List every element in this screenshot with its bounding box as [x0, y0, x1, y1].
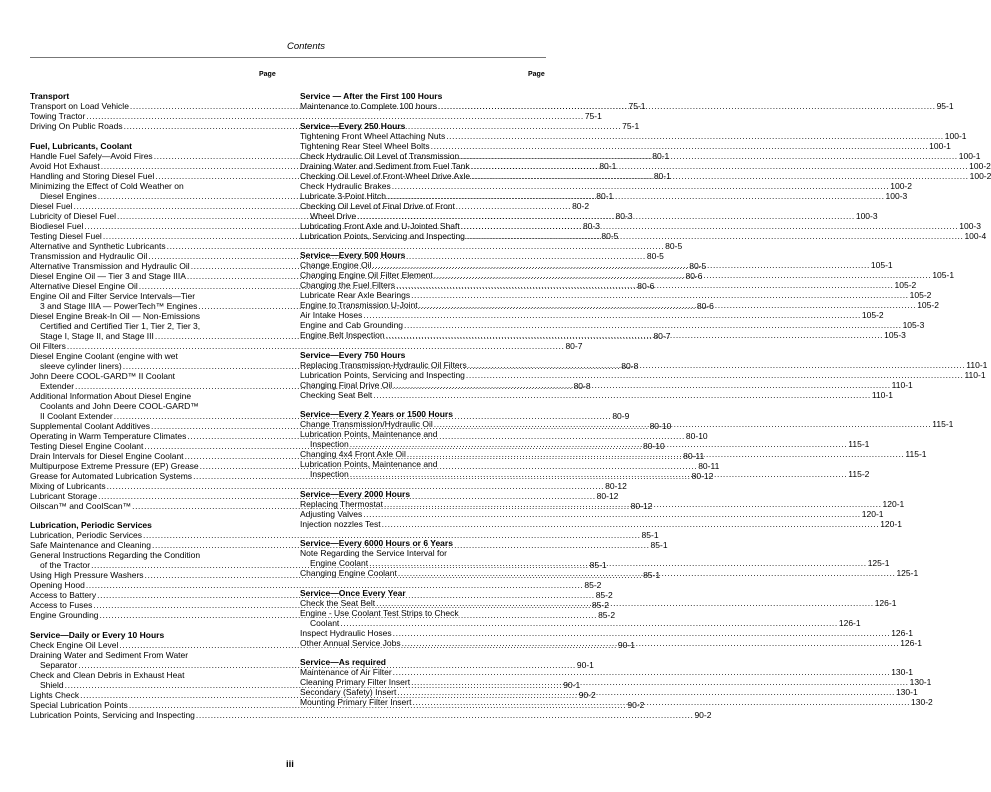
entry-page-number: 115-2 [848, 469, 870, 479]
right-page-column-label: Page [528, 71, 545, 78]
entry-page-number: 100-2 [969, 160, 991, 171]
entry-page-number: 80-1 [653, 170, 671, 181]
entry-text: sleeve cylinder liners) [40, 360, 122, 371]
entry-page-number: 90-1 [563, 679, 581, 690]
entry-text: Adjusting Valves [300, 508, 363, 519]
entry-text: Lubrication Points, Servicing and Inspecting [300, 369, 465, 380]
entry-text: Safe Maintenance and Cleaning [30, 540, 151, 550]
entry-page-number: 90-2 [694, 709, 712, 720]
entry-text: Mounting Primary Filter Insert [300, 697, 412, 707]
dot-leader [461, 221, 959, 231]
entry-page-number: 130-1 [891, 667, 913, 677]
entry-text: Engine - Use Coolant Test Strips to Check [300, 607, 459, 618]
entry-page-number: 100-3 [959, 220, 981, 231]
entry-text: Access to Fuses [30, 600, 93, 610]
dot-leader [419, 300, 917, 310]
dot-leader [350, 469, 848, 479]
entry-page-number: 80-12 [605, 480, 627, 491]
entry-page-number: 115-1 [905, 449, 927, 459]
entry-text: Check Hydraulic Brakes [300, 180, 391, 191]
entry-page-number: 100-2 [890, 180, 912, 191]
entry-page-number: 80-12 [630, 500, 653, 511]
toc-entry[interactable] [30, 709, 712, 720]
entry-page-number: 80-12 [691, 470, 714, 481]
section-title: Service—Daily or Every 10 Hours [30, 629, 165, 640]
entry-text: Certified and Certified Tier 1, Tier 2, Tier 3, [40, 320, 201, 331]
entry-page-number: 75-1 [584, 111, 602, 121]
entry-page-number: 125-1 [867, 558, 890, 568]
page-header-title: Contents [286, 41, 326, 52]
entry-page-number: 100-3 [855, 210, 878, 221]
entry-page-number: 80-9 [612, 410, 630, 421]
entry-text: John Deere COOL-GARD™ II Coolant [30, 370, 176, 381]
entry-text: Supplemental Coolant Additives [30, 420, 151, 431]
entry-text: Multipurpose Extreme Pressure (EP) Grease [30, 460, 199, 471]
entry-page-number: 85-2 [598, 610, 616, 620]
dot-leader [384, 499, 882, 509]
dot-leader [392, 181, 890, 191]
dot-leader [372, 260, 870, 270]
dot-leader [402, 638, 900, 648]
entry-text: Check the Seat Belt [300, 597, 376, 608]
entry-text: II Coolant Extender [40, 410, 113, 421]
toc-entry[interactable] [300, 320, 925, 330]
dot-leader [382, 519, 880, 529]
entry-page-number: 80-6 [637, 280, 655, 291]
entry-page-number: 100-3 [885, 190, 908, 201]
entry-page-number: 115-1 [848, 439, 870, 449]
entry-text: Air Intake Hoses [300, 310, 363, 320]
entry-text: Handle Fuel Safely—Avoid Fires [30, 150, 153, 161]
toc-entry[interactable] [30, 111, 602, 121]
left-page-column-label: Page [259, 71, 276, 78]
section-title: Service — After the First 100 Hours [300, 91, 443, 101]
entry-page-number: 80-1 [652, 150, 670, 161]
entry-text: Coolant [310, 617, 340, 628]
entry-page-number: 85-1 [643, 570, 661, 580]
entry-page-number: 80-10 [649, 420, 672, 431]
toc-entry[interactable] [300, 369, 986, 380]
entry-text: Testing Diesel Fuel [30, 230, 102, 241]
entry-text: Tightening Front Wheel Attaching Nuts [300, 130, 446, 141]
toc-entry[interactable] [30, 240, 683, 251]
entry-page-number: 80-1 [596, 190, 614, 201]
entry-text: Lubricate Rear Axle Bearings [300, 290, 411, 300]
entry-page-number: 110-1 [891, 379, 913, 390]
entry-text: Diesel Engine Break-In Oil — Non-Emissions [30, 310, 201, 321]
entry-text: Changing Engine Oil Filter Element [300, 270, 433, 280]
dot-leader [396, 280, 894, 290]
page-number: iii [286, 759, 294, 770]
entry-text: Diesel Fuel [30, 200, 73, 211]
dot-leader [393, 380, 891, 390]
entry-page-number: 105-3 [902, 320, 925, 330]
entry-text: Towing Tractor [30, 111, 86, 121]
entry-page-number: 110-1 [964, 369, 986, 380]
entry-text: Maintenance to Complete 100 hours [300, 101, 438, 111]
entry-page-number: 80-10 [685, 430, 708, 441]
entry-text: Coolants and John Deere COOL-GARD™ [40, 400, 199, 411]
entry-text: Lubrication Points, Servicing and Inspecting [300, 230, 465, 241]
entry-page-number: 110-1 [871, 389, 893, 400]
toc-entry[interactable] [300, 130, 967, 141]
entry-text: Changing the Fuel Filters [300, 280, 395, 290]
entry-page-number: 120-1 [880, 518, 902, 529]
entry-text: Engine to Transmission U-Joint [300, 300, 418, 310]
entry-page-number: 105-2 [894, 280, 917, 290]
dot-leader [373, 390, 871, 400]
entry-page-number: 126-1 [874, 597, 897, 608]
entry-text: Engine Oil and Filter Service Intervals—Tier [30, 290, 196, 301]
dot-leader [386, 330, 884, 340]
dot-leader [466, 231, 964, 241]
toc-entry[interactable] [30, 580, 602, 590]
entry-page-number: 90-1 [617, 639, 635, 650]
entry-text: Diesel Engines [40, 190, 97, 201]
entry-page-number: 80-5 [665, 240, 683, 251]
entry-page-number: 130-1 [895, 687, 918, 697]
dot-leader [431, 141, 929, 151]
dot-leader [468, 360, 966, 370]
entry-page-number: 126-1 [891, 627, 913, 638]
section-title: Service—Once Every Year [300, 587, 406, 598]
entry-text: Alternative Transmission and Hydraulic Oil [30, 260, 190, 271]
entry-text: Maintenance of Air Filter [300, 667, 392, 677]
entry-text: Avoid Hot Exhaust [30, 160, 100, 171]
entry-page-number: 85-2 [591, 600, 609, 610]
entry-text: Wheel Drive [310, 210, 357, 221]
entry-text: Grease for Automated Lubrication Systems [30, 470, 193, 481]
entry-text: Oilscan™ and CoolScan™ [30, 500, 132, 511]
entry-page-number: 85-1 [650, 540, 668, 550]
entry-text: Alternative Diesel Engine Oil [30, 280, 138, 291]
section-title: Service—Every 2000 Hours [300, 488, 411, 499]
entry-page-number: 120-1 [861, 508, 884, 519]
entry-page-number: 80-8 [621, 360, 639, 371]
section-title: Fuel, Lubricants, Coolant [30, 140, 133, 151]
entry-text: Replacing Thermostat [300, 498, 383, 509]
entry-text: Injection nozzles Test [300, 518, 381, 529]
dot-leader [376, 598, 874, 608]
entry-text: Handling and Storing Diesel Fuel [30, 170, 155, 181]
entry-text: Stage I, Stage II, and Stage III [40, 330, 154, 341]
entry-page-number: 90-2 [627, 699, 645, 710]
entry-text: of the Tractor [40, 560, 91, 570]
entry-page-number: 80-5 [689, 260, 707, 271]
entry-text: Lubrication Points, Maintenance and [300, 429, 438, 439]
entry-text: Check Hydraulic Oil Level of Transmission [300, 150, 460, 161]
entry-text: Engine Grounding [30, 610, 99, 620]
dot-leader [363, 509, 861, 519]
toc-entry[interactable] [300, 140, 951, 151]
dot-leader [434, 419, 932, 429]
toc-entry[interactable] [300, 508, 884, 519]
section-title: Service—As required [300, 657, 386, 667]
dot-leader [340, 618, 838, 628]
entry-page-number: 80-1 [599, 160, 617, 171]
entry-text: Extender [40, 380, 75, 391]
entry-text: Secondary (Safety) Insert [300, 687, 397, 697]
entry-text: Change Engine Oil [300, 260, 372, 270]
entry-page-number: 75-1 [622, 121, 640, 131]
entry-page-number: 115-1 [932, 419, 954, 429]
entry-text: Changing Final Drive Oil [300, 379, 393, 390]
entry-text: Biodiesel Fuel [30, 220, 84, 231]
entry-text: Draining Water and Sediment from Fuel Tank [300, 160, 470, 171]
dot-leader [369, 558, 867, 568]
dot-leader [434, 270, 932, 280]
entry-page-number: 126-1 [838, 617, 861, 628]
entry-text: Lubricant Storage [30, 490, 98, 501]
entry-page-number: 105-3 [884, 330, 906, 340]
section-title: Service—Every 2 Years or 1500 Hours [300, 409, 453, 419]
entry-page-number: 105-2 [861, 310, 884, 320]
entry-text: Engine and Cab Grounding [300, 320, 404, 330]
entry-text: Lubrication, Periodic Services [30, 530, 142, 540]
entry-text: Shield [40, 679, 64, 690]
entry-page-number: 80-6 [696, 300, 714, 311]
entry-page-number: 80-5 [646, 250, 664, 261]
section-title: Service—Every 6000 Hours or 6 Years [300, 538, 453, 548]
dot-leader [407, 449, 905, 459]
entry-page-number: 100-2 [969, 170, 991, 181]
dot-leader [438, 101, 936, 111]
entry-page-number: 80-7 [653, 330, 671, 341]
dot-leader [387, 191, 885, 201]
entry-text: Special Lubrication Points [30, 699, 128, 710]
dot-leader [460, 151, 958, 161]
entry-page-number: 80-5 [601, 230, 619, 241]
entry-text: Driving On Public Roads [30, 121, 123, 131]
section-title: Transport [30, 91, 70, 101]
entry-text: Lubricating Front Axle and U-Jointed Shaft [300, 220, 460, 231]
dot-leader [357, 211, 855, 221]
header-rule [30, 57, 546, 58]
entry-page-number: 80-2 [572, 200, 590, 211]
entry-text: Tightening Rear Steel Wheel Bolts [300, 140, 430, 151]
dot-leader [393, 628, 891, 638]
dot-leader [411, 677, 909, 687]
entry-text: Engine Belt Inspection [300, 330, 385, 340]
entry-text: Engine Coolant [310, 558, 369, 568]
entry-page-number: 85-1 [641, 530, 659, 540]
entry-text: Replacing Transmission-Hydraulic Oil Filters [300, 359, 467, 370]
toc-entry[interactable] [300, 310, 884, 320]
entry-text: Separator [40, 659, 78, 670]
entry-page-number: 80-3 [582, 220, 600, 231]
entry-text: General Instructions Regarding the Condition [30, 550, 201, 560]
toc-entry[interactable] [300, 290, 932, 300]
toc-entry[interactable] [30, 480, 627, 491]
entry-text: Cleaning Primary Filter Insert [300, 677, 411, 687]
entry-text: Diesel Engine Oil — Tier 3 and Stage IIIA [30, 270, 186, 281]
toc-entry[interactable] [300, 667, 913, 677]
entry-text: Transport on Load Vehicle [30, 101, 129, 111]
entry-page-number: 90-1 [576, 659, 594, 670]
entry-page-number: 75-1 [628, 101, 646, 111]
entry-text: Note Regarding the Service Interval for [300, 548, 447, 558]
entry-text: Minimizing the Effect of Cold Weather on [30, 180, 184, 191]
section-title: Service—Every 250 Hours [300, 120, 406, 131]
entry-text: Using High Pressure Washers [30, 570, 144, 580]
entry-page-number: 110-1 [966, 359, 988, 370]
entry-page-number: 95-1 [936, 101, 954, 111]
dot-leader [411, 290, 909, 300]
entry-text: Diesel Engine Coolant (engine with wet [30, 350, 178, 361]
section-title: Service—Every 500 Hours [300, 250, 406, 260]
entry-page-number: 80-11 [698, 460, 720, 471]
entry-page-number: 80-8 [573, 380, 591, 391]
entry-text: Transmission and Hydraulic Oil [30, 250, 148, 261]
entry-page-number: 80-12 [596, 490, 619, 501]
entry-text: Opening Hood [30, 580, 85, 590]
entry-text: Inspection [310, 469, 349, 479]
entry-text: Access to Battery [30, 590, 97, 600]
entry-text: 3 and Stage IIIA — PowerTech™ Engines [40, 300, 198, 311]
entry-text: Other Annual Service Jobs [300, 637, 401, 648]
entry-text: Check Engine Oil Level [30, 639, 119, 650]
entry-text: Draining Water and Sediment From Water [30, 649, 189, 660]
dot-leader [404, 320, 902, 330]
dot-leader [446, 131, 944, 141]
entry-page-number: 85-1 [589, 560, 607, 570]
entry-page-number: 130-2 [911, 697, 933, 707]
entry-page-number: 80-3 [615, 210, 633, 221]
entry-text: Lubrication Points, Servicing and Inspecting [30, 709, 195, 720]
entry-page-number: 130-1 [909, 677, 932, 687]
entry-page-number: 80-7 [565, 340, 583, 351]
entry-text: Oil Filters [30, 340, 66, 351]
entry-text: Testing Diesel Engine Coolant [30, 440, 144, 451]
dot-leader [393, 667, 891, 677]
entry-text: Operating in Warm Temperature Climates [30, 430, 187, 441]
toc-entry[interactable] [300, 518, 902, 529]
entry-text: Change Transmission/Hydraulic Oil [300, 419, 433, 429]
entry-page-number: 80-10 [642, 440, 665, 451]
entry-page-number: 105-2 [917, 300, 939, 310]
dot-leader [471, 171, 969, 181]
dot-leader [363, 310, 861, 320]
entry-page-number: 105-2 [909, 290, 932, 300]
entry-text: Drain Intervals for Diesel Engine Coolant [30, 450, 184, 461]
entry-text: Changing Engine Coolant [300, 568, 397, 578]
entry-page-number: 120-1 [882, 498, 905, 509]
entry-page-number: 126-1 [900, 637, 922, 648]
entry-page-number: 100-1 [944, 130, 967, 141]
entry-page-number: 105-1 [932, 270, 955, 280]
toc-entry[interactable] [300, 627, 913, 638]
dot-leader [397, 687, 895, 697]
entry-page-number: 85-2 [595, 590, 613, 600]
entry-text: Lubricate 3-Point Hitch [300, 190, 386, 201]
entry-text: Alternative and Synthetic Lubricants [30, 240, 166, 251]
entry-text: Check and Clean Debris in Exhaust Heat [30, 669, 185, 680]
entry-text: Inspection [310, 439, 349, 449]
toc-entry[interactable] [30, 340, 583, 351]
entry-page-number: 125-1 [896, 568, 919, 578]
entry-text: Mixing of Lubricants [30, 480, 106, 491]
dot-leader [471, 161, 969, 171]
entry-page-number: 90-2 [578, 689, 596, 700]
entry-text: Lubrication Points, Maintenance and [300, 459, 438, 469]
entry-text: Inspect Hydraulic Hoses [300, 627, 392, 638]
dot-leader [398, 568, 896, 578]
entry-text: Changing 4x4 Front Axle Oil [300, 449, 406, 459]
section-title: Lubrication, Periodic Services [30, 520, 152, 530]
toc-entry[interactable] [300, 180, 912, 191]
entry-page-number: 80-11 [683, 450, 705, 461]
entry-text: Additional Information About Diesel Engine [30, 390, 192, 401]
entry-page-number: 105-1 [870, 260, 893, 270]
dot-leader [412, 697, 910, 707]
toc-entry[interactable] [30, 530, 659, 540]
entry-text: Lubricity of Diesel Fuel [30, 210, 116, 221]
dot-leader [350, 439, 848, 449]
entry-page-number: 100-1 [929, 140, 951, 151]
entry-page-number: 100-1 [958, 150, 981, 161]
entry-text: Checking Oil Level of Final Drive of Front [300, 200, 455, 211]
entry-page-number: 100-4 [964, 230, 987, 241]
entry-page-number: 80-6 [685, 270, 703, 281]
dot-leader [466, 370, 964, 380]
entry-text: Checking Seat Belt [300, 389, 373, 400]
entry-page-number: 85-2 [584, 580, 602, 590]
entry-text: Checking Oil Level of Front-Wheel Drive Axle [300, 170, 471, 181]
section-title: Service—Every 750 Hours [300, 349, 406, 360]
toc-entry[interactable] [300, 389, 893, 400]
entry-text: Lights Check [30, 689, 80, 700]
